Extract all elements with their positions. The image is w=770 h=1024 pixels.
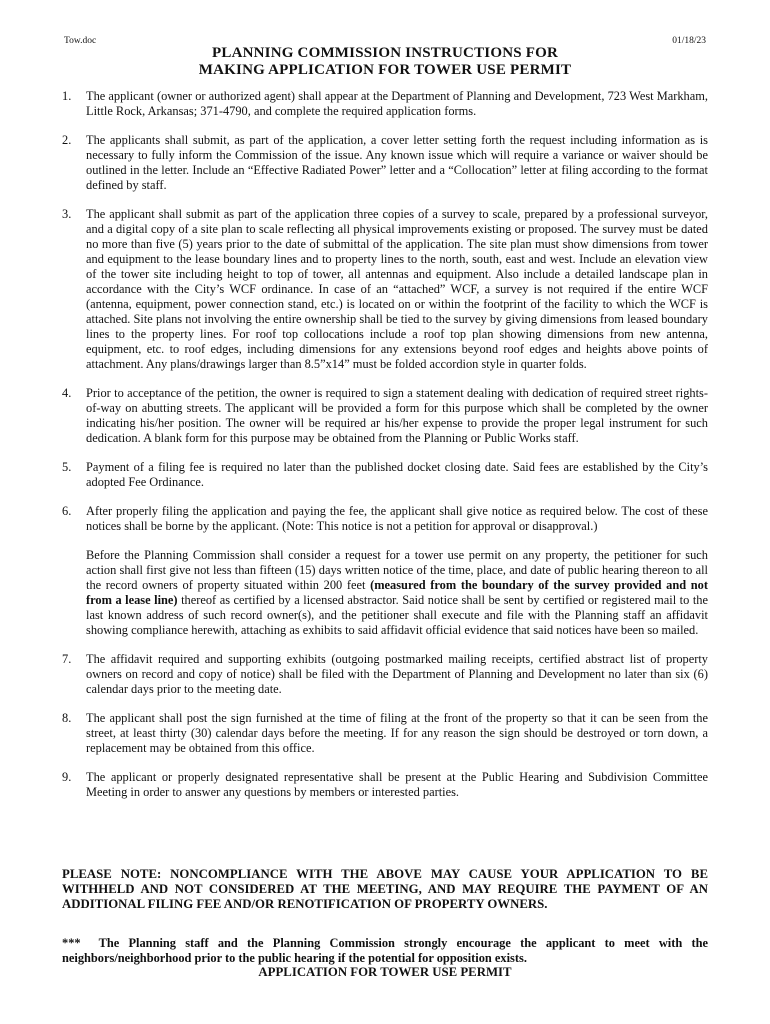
- header-date: 01/18/23: [672, 36, 706, 46]
- item-number: 8.: [62, 711, 72, 725]
- item-number: 1.: [62, 89, 72, 103]
- item-text: The applicant or properly designated representative shall be present at the Public Hearing and Subdivision Committee Meeting in order to answer any questions by members or interested parties.: [86, 770, 708, 799]
- page-title: [0, 45, 770, 79]
- list-item: [62, 770, 708, 800]
- item-text: Prior to acceptance of the petition, the owner is required to sign a statement dealing with dedication of required street rights-of-way on abutting streets. The applicant will be provided a form for this purpose which shall be completed by the owner indicating his/her position. The owner will be required ar his/her expense to provide the proper legal instrument for such dedication. A blank form for this purpose may be obtained from the Planning or Public Works staff.: [86, 386, 708, 445]
- list-item: [62, 89, 708, 119]
- list-item: [62, 386, 708, 446]
- item-number: 5.: [62, 460, 72, 474]
- notice-text-after: thereof as certified by a licensed abstractor. Said notice shall be sent by certified or registered mail to the last known address of such record owner(s), and the petitioner shall execute and file with the Planning staff an affidavit showing compliance herewith, attaching as exhibits to said affidavit official evidence that said notices have been so mailed.: [86, 593, 708, 637]
- notice-text-bold: (measured from the boundary of the survey provided and not from a lease line): [86, 578, 708, 607]
- item-number: 7.: [62, 652, 72, 666]
- list-item: [62, 504, 708, 534]
- item-number: 2.: [62, 133, 72, 147]
- please-note: PLEASE NOTE: NONCOMPLIANCE WITH THE ABOVE MAY CAUSE YOUR APPLICATION TO BE WITHHELD AND NOT CONSIDERED AT THE MEETING, AND MAY REQUIRE THE PAYMENT OF AN ADDITIONAL FILING FEE AND/OR RENOTIFICATION OF PROPERTY OWNERS.: [62, 867, 708, 911]
- title-line-1: PLANNING COMMISSION INSTRUCTIONS FOR: [212, 45, 558, 61]
- title-line-2: MAKING APPLICATION FOR TOWER USE PERMIT: [198, 62, 572, 78]
- item-text: The applicants shall submit, as part of the application, a cover letter setting forth the request including information as is necessary to fully inform the Commission of the issue. Any known issue which will require a variance or waiver should be outlined in the letter. Include an “Effective Radiated Power” letter and a “Collocation” letter at filing according to the format defined by staff.: [86, 133, 708, 192]
- footer-title: APPLICATION FOR TOWER USE PERMIT: [258, 965, 512, 979]
- encourage-note: [62, 936, 708, 966]
- header-filename: Tow.doc: [64, 36, 97, 46]
- item-number: 4.: [62, 386, 72, 400]
- list-item: [62, 652, 708, 697]
- instruction-list: [62, 89, 708, 814]
- item-text: After properly filing the application and paying the fee, the applicant shall give notice as required below. The cost of these notices shall be borne by the applicant. (Note: This notice is not a petition for approval or disapproval.): [86, 504, 708, 533]
- list-item: [62, 133, 708, 193]
- item-text: Payment of a filing fee is required no later than the published docket closing date. Said fees are established by the City’s adopted Fee Ordinance.: [86, 460, 708, 489]
- notice-paragraph: [86, 548, 708, 638]
- item-number: 6.: [62, 504, 72, 518]
- item-text: The applicant shall submit as part of the application three copies of a survey to scale, prepared by a professional surveyor, and a digital copy of a site plan to scale reflecting all physical improvements existing or proposed. The survey must be dated no more than five (5) years prior to the date of submittal of the application. The site plan must show dimensions from tower and equipment to the lease boundary lines and to property lines to the north, south, east and west. Include an elevation view of the tower site including height to top of tower, all antennas and equipment. Also include a detailed landscape plan in accordance with the City’s WCF ordinance. In case of an “attached” WCF, a survey is not required if the entire WCF (antenna, equipment, power connection stand, etc.) is located on or within the footprint of the facility to which the WCF is attached. Site plans not involving the entire ownership shall be tied to the survey by giving dimensions from leased boundary lines to the property lines. For roof top collocations include a roof top plan showing dimensions from new antenna, equipment, etc. to roof edges, including dimensions for any extensions beyond roof edges and heights above points of attachment. Any plans/drawings larger than 8.5”x14” must be folded accordion style in quarter folds.: [86, 207, 708, 371]
- item-number: 3.: [62, 207, 72, 221]
- notice-text-before: Before the Planning Commission shall consider a request for a tower use permit on any property, the petitioner for such action shall first give not less than fifteen (15) days written notice of the time, place, and date of public hearing thereon to all the record owners of property situated within 200 feet: [86, 548, 708, 592]
- item-text: The applicant shall post the sign furnished at the time of filing at the front of the property so that it can be seen from the street, at least thirty (30) calendar days before the meeting. If for any reason the sign should be destroyed or torn down, a replacement may be obtained from this office.: [86, 711, 708, 755]
- list-item: [62, 711, 708, 756]
- item-text: The affidavit required and supporting exhibits (outgoing postmarked mailing receipts, certified abstract list of property owners on record and copy of notice) shall be filed with the Department of Planning and Development no later than six (6) calendar days prior to the meeting date.: [86, 652, 708, 696]
- list-item: [62, 207, 708, 372]
- list-item: [62, 460, 708, 490]
- item-number: 9.: [62, 770, 72, 784]
- encourage-text: The Planning staff and the Planning Commission strongly encourage the applicant to meet with the neighbors/neighborhood prior to the public hearing if the potential for opposition exists.: [62, 936, 708, 965]
- stars-marker: ***: [62, 936, 81, 950]
- item-text: The applicant (owner or authorized agent) shall appear at the Department of Planning and Development, 723 West Markham, Little Rock, Arkansas; 371-4790, and complete the required application forms.: [86, 89, 708, 118]
